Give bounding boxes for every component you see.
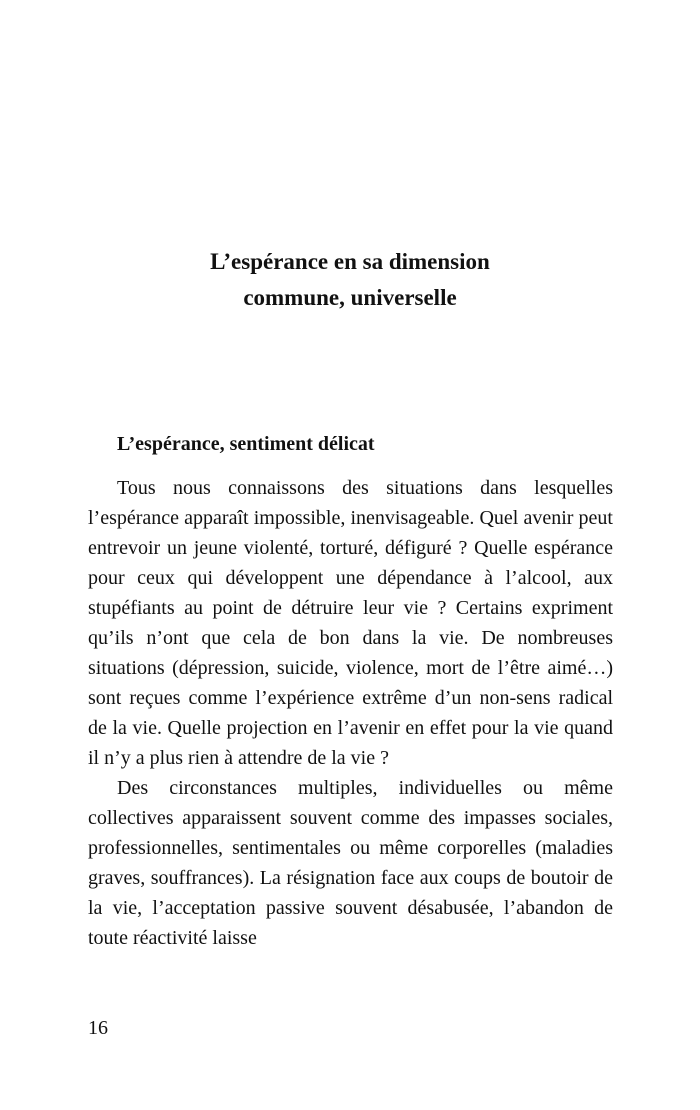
page-number: 16 — [88, 1017, 108, 1039]
body-text — [88, 473, 613, 953]
chapter-title-line-2: commune, universelle — [243, 285, 457, 310]
section-heading: L’espérance, sentiment délicat — [117, 433, 375, 455]
chapter-title-line-1: L’espérance en sa dimension — [210, 249, 490, 274]
paragraph-1: Tous nous connaissons des situations dans lesquelles l’espérance apparaît impossible, inenvisageable. Quel avenir peut entrevoir un jeune violenté, torturé, défiguré ? Quelle espérance pour ceux qui développent une dépendance à l’alcool, aux stupéfiants au point de détruire leur vie ? Certains expriment qu’ils n’ont que cela de bon dans la vie. De nombreuses situations (dépression, suicide, violence, mort de l’être aimé…) sont reçues comme l’expérience extrême d’un non-sens radical de la vie. Quelle projection en l’avenir en effet pour la vie quand il n’y a plus rien à attendre de la vie ? — [88, 477, 613, 769]
paragraph-2: Des circonstances multiples, individuelles ou même collectives apparaissent souvent comme des impasses sociales, professionnelles, sentimentales ou même corporelles (maladies graves, souffrances). La résignation face aux coups de boutoir de la vie, l’acceptation passive souvent désabusée, l’abandon de toute réactivité laisse — [88, 777, 613, 949]
chapter-title — [0, 244, 700, 316]
